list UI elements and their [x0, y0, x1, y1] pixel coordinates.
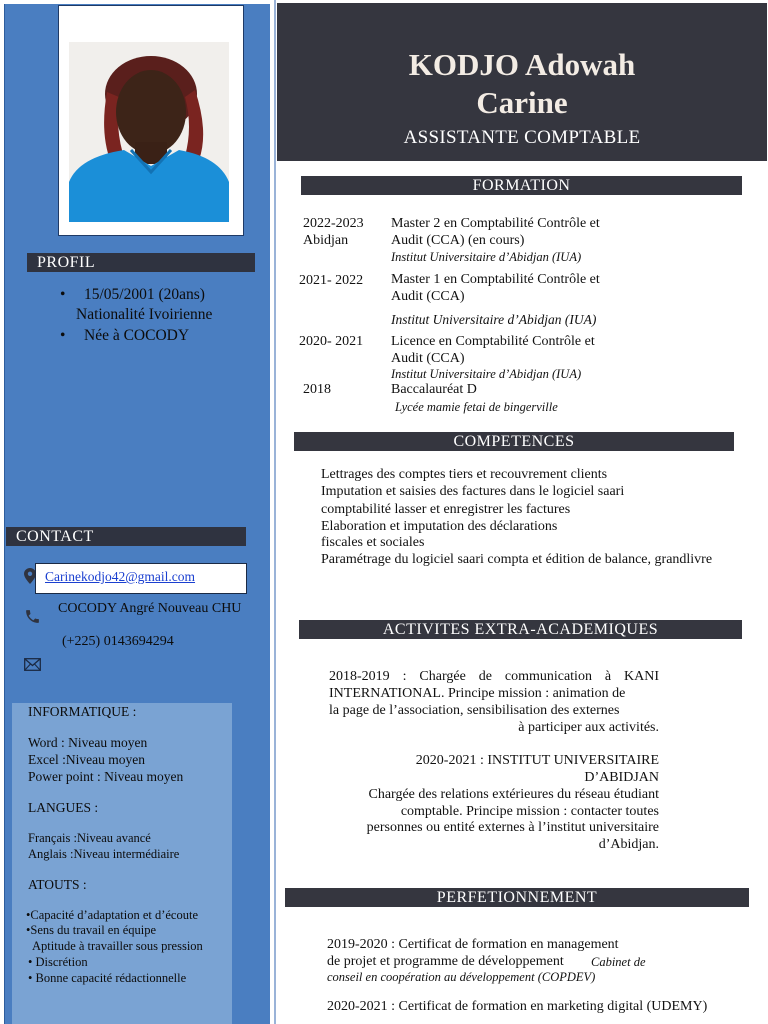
perfectionnement-org: conseil en coopération au développement (COPDEV) [327, 970, 596, 984]
formation-year: 2018 [303, 382, 331, 397]
formation-place: Abidjan [303, 233, 349, 248]
activity-line: 2020-2021 : INSTITUT UNIVERSITAIRE [415, 753, 659, 768]
name-line-1: KODJO Adowah [408, 47, 636, 82]
activity-line: INTERNATIONAL. Principe mission : animation de [329, 686, 626, 701]
formation-title: Audit (CCA) (en cours) [391, 233, 525, 248]
formation-title: Audit (CCA) [391, 289, 465, 304]
atout-item: Aptitude à travailler sous pression [32, 939, 203, 953]
atout-item: •Sens du travail en équipe [26, 923, 157, 937]
activity-line: D’ABIDJAN [584, 770, 659, 785]
competence-line: Lettrages des comptes tiers et recouvrement clients [321, 467, 608, 482]
email-box[interactable] [35, 563, 247, 594]
perfectionnement-line: 2020-2021 : Certificat de formation en marketing digital (UDEMY) [327, 999, 708, 1014]
atouts-heading: ATOUTS : [28, 877, 87, 892]
formation-school: Institut Universitaire d’Abidjan (IUA) [391, 367, 582, 381]
phone-icon [24, 608, 41, 625]
formation-year: 2020- 2021 [299, 334, 364, 349]
formation-title: Master 2 en Comptabilité Contrôle et [391, 216, 600, 231]
competences-heading: COMPETENCES [294, 432, 734, 451]
competence-line: comptabilité lasser et enregistrer les factures [321, 502, 571, 517]
competence-line: fiscales et sociales [321, 535, 425, 550]
competence-line: Imputation et saisies des factures dans le logiciel saari [321, 484, 625, 499]
activity-line: 2018-2019 : Chargée de communication à KANI [329, 669, 659, 684]
perfectionnement-heading: PERFETIONNEMENT [285, 888, 749, 907]
informatique-item: Word : Niveau moyen [28, 735, 148, 750]
activites-heading: ACTIVITES EXTRA-ACADEMIQUES [299, 620, 742, 639]
profil-heading: PROFIL [27, 253, 255, 272]
perfectionnement-org: Cabinet de [591, 955, 646, 969]
formation-title: Audit (CCA) [391, 351, 465, 366]
formation-title: Master 1 en Comptabilité Contrôle et [391, 272, 600, 287]
email-link[interactable]: Carinekodjo42@gmail.com [45, 569, 196, 584]
formation-school: Institut Universitaire d’Abidjan (IUA) [391, 250, 582, 264]
profile-photo [69, 42, 229, 222]
skills-box [12, 703, 232, 1024]
langues-heading: LANGUES : [28, 800, 99, 815]
activity-line: personnes ou entité externes à l’institut universitaire [366, 820, 659, 835]
contact-address: COCODY Angré Nouveau CHU [58, 601, 242, 616]
profil-birthplace: • Née à COCODY [84, 327, 189, 345]
competence-line: Elaboration et imputation des déclarations [321, 519, 558, 534]
perfectionnement-line: 2019-2020 : Certificat de formation en management [327, 937, 619, 952]
activity-line: Chargée des relations extérieures du réseau étudiant [368, 787, 659, 802]
formation-school: Lycée mamie fetai de bingerville [395, 400, 558, 414]
perfectionnement-line: de projet et programme de développement [327, 954, 564, 969]
profil-nationality: Nationalité Ivoirienne [76, 306, 213, 323]
job-title: ASSISTANTE COMPTABLE [403, 127, 641, 148]
informatique-item: Power point : Niveau moyen [28, 769, 184, 784]
activity-line: à participer aux activités. [518, 720, 659, 735]
name-line-2: Carine [476, 85, 568, 120]
column-divider [274, 0, 276, 1024]
langue-item: Français :Niveau avancé [28, 831, 151, 845]
formation-title: Baccalauréat D [391, 382, 477, 397]
atout-item: • Bonne capacité rédactionnelle [28, 971, 187, 985]
informatique-item: Excel :Niveau moyen [28, 752, 145, 767]
profile-photo-frame [58, 5, 244, 236]
activity-line: d’Abidjan. [598, 837, 659, 852]
langue-item: Anglais :Niveau intermédiaire [28, 847, 180, 861]
atout-item: •Capacité d’adaptation et d’écoute [26, 908, 199, 922]
activity-line: comptable. Principe mission : contacter toutes [400, 804, 659, 819]
formation-heading: FORMATION [301, 176, 742, 195]
atout-item: • Discrétion [28, 955, 88, 969]
formation-year: 2021- 2022 [299, 273, 364, 288]
profil-birth: • 15/05/2001 (20ans) [84, 286, 205, 304]
formation-year: 2022-2023 [303, 216, 364, 231]
activity-line: la page de l’association, sensibilisation des externes [329, 703, 620, 718]
informatique-heading: INFORMATIQUE : [28, 704, 137, 719]
name-header [277, 3, 767, 161]
envelope-icon [24, 658, 41, 671]
contact-heading: CONTACT [6, 527, 246, 546]
formation-title: Licence en Comptabilité Contrôle et [391, 334, 595, 349]
formation-school: Institut Universitaire d’Abidjan (IUA) [391, 312, 597, 327]
competence-line: Paramétrage du logiciel saari compta et édition de balance, grandlivre [321, 552, 713, 567]
contact-phone: (+225) 0143694294 [62, 634, 174, 649]
